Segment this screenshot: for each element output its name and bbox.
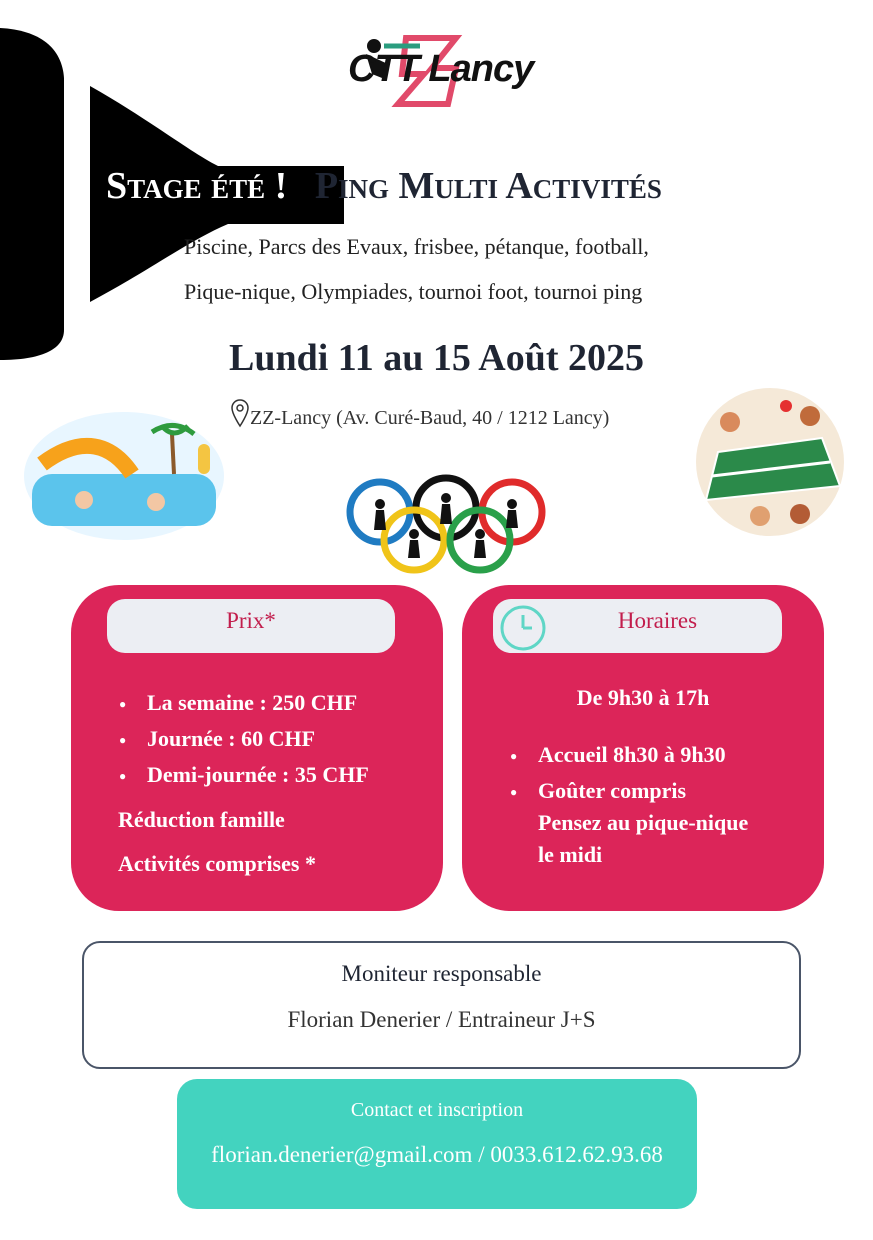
location-text: ZZ-Lancy (Av. Curé-Baud, 40 / 1212 Lancy) [250, 407, 610, 429]
monitor-title: Moniteur responsable [341, 961, 542, 986]
schedule-item-line: le midi [538, 842, 603, 867]
pool-illustration [22, 404, 226, 542]
price-item: ● Journée : 60 CHF [117, 721, 369, 757]
contact-info[interactable]: florian.denerier@gmail.com / 0033.612.62.93.68 [211, 1142, 663, 1167]
monitor-box [82, 941, 801, 1069]
price-card-header [107, 599, 395, 653]
price-item: ● Demi-journée : 35 CHF [117, 757, 369, 793]
price-list [117, 685, 369, 793]
contact-title: Contact et inscription [350, 1099, 524, 1121]
table-tennis-illustration [690, 382, 850, 542]
schedule-card-title: Horaires [617, 608, 698, 633]
activities-list [184, 224, 649, 314]
activities-line: Pique-nique, Olympiades, tournoi foot, tournoi ping [184, 279, 643, 304]
location-pin-icon [230, 398, 250, 428]
event-dates: Lundi 11 au 15 Août 2025 [229, 337, 644, 379]
schedule-item: ● Accueil 8h30 à 9h30 [508, 739, 748, 771]
opening-hours: De 9h30 à 17h [576, 685, 710, 710]
schedule-item-line: Pensez au pique-nique [538, 810, 749, 835]
contact-box [177, 1079, 697, 1209]
monitor-name: Florian Denerier / Entraineur J+S [287, 1007, 596, 1032]
price-card-title: Prix* [226, 608, 276, 633]
activities-included: Activités comprises * [118, 851, 316, 876]
clock-icon [498, 603, 548, 653]
schedule-list [508, 739, 748, 875]
hero-title [106, 164, 826, 208]
price-card [71, 585, 443, 911]
stage-label: Stage été ! [106, 165, 288, 207]
family-reduction: Réduction famille [118, 807, 285, 832]
activities-line: Piscine, Parcs des Evaux, frisbee, pétanque, football, [184, 234, 649, 259]
page-title: Ping Multi Activités [314, 165, 662, 207]
schedule-item-line: ● Goûter compris [538, 778, 687, 803]
olympic-rings-graphic [340, 468, 554, 578]
logo-text: CTT Lancy [348, 48, 534, 90]
price-item: ● La semaine : 250 CHF [117, 685, 369, 721]
location [230, 398, 609, 430]
schedule-item [508, 775, 748, 871]
